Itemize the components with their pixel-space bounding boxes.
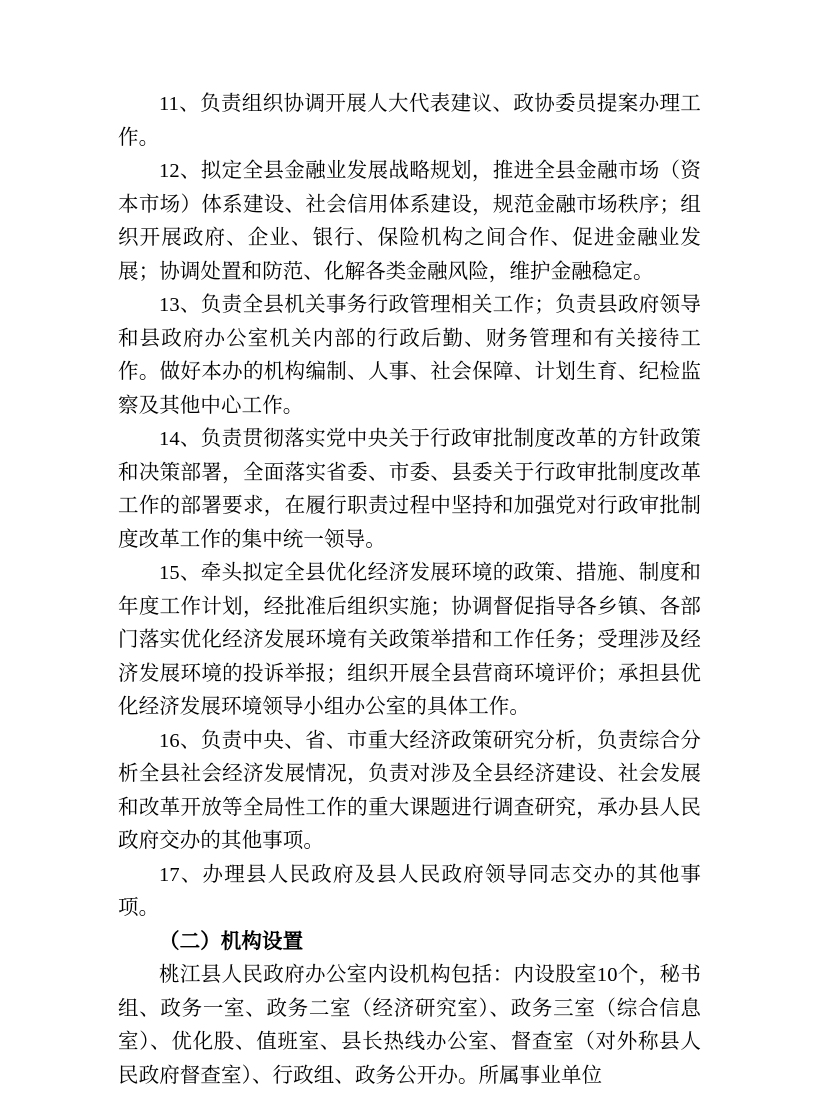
paragraph-item-12: 12、拟定全县金融业发展战略规划，推进全县金融市场（资本市场）体系建设、社会信用体系建设，规范金融市场秩序；组织开展政府、企业、银行、保险机构之间合作、促进金融业发展；协调处置和防范、化解各类金融风险，维护金融稳定。 xyxy=(118,160,701,283)
paragraph-item-13: 13、负责全县机关事务行政管理相关工作；负责县政府领导和县政府办公室机关内部的行政后勤、财务管理和有关接待工作。做好本办的机构编制、人事、社会保障、计划生育、纪检监察及其他中心工作。 xyxy=(118,294,701,417)
paragraph-item-15: 15、牵头拟定全县优化经济发展环境的政策、措施、制度和年度工作计划，经批准后组织实施；协调督促指导各乡镇、各部门落实优化经济发展环境有关政策举措和工作任务；受理涉及经济发展环境的投诉举报；组织开展全县营商环境评价；承担县优化经济发展环境领导小组办公室的具体工作。 xyxy=(118,562,701,718)
paragraph-item-11: 11、负责组织协调开展人大代表建议、政协委员提案办理工作。 xyxy=(118,93,701,149)
paragraph-item-14: 14、负责贯彻落实党中央关于行政审批制度改革的方针政策和决策部署，全面落实省委、市委、县委关于行政审批制度改革工作的部署要求，在履行职责过程中坚持和加强党对行政审批制度改革工作的集中统一领导。 xyxy=(118,428,701,551)
paragraph-organization-body: 桃江县人民政府办公室内设机构包括：内设股室10个，秘书组、政务一室、政务二室（经济研究室）、政务三室（综合信息室）、优化股、值班室、县长热线办公室、督查室（对外称县人民政府督查室）、行政组、政务公开办。所属事业单位 xyxy=(118,964,701,1087)
paragraph-item-16: 16、负责中央、省、市重大经济政策研究分析，负责综合分析全县社会经济发展情况，负责对涉及全县经济建设、社会发展和改革开放等全局性工作的重大课题进行调查研究，承办县人民政府交办的其他事项。 xyxy=(118,729,701,852)
paragraph-item-17: 17、办理县人民政府及县人民政府领导同志交办的其他事项。 xyxy=(118,863,701,919)
document-body xyxy=(118,88,701,1093)
section-heading-organization: （二）机构设置 xyxy=(159,930,304,953)
